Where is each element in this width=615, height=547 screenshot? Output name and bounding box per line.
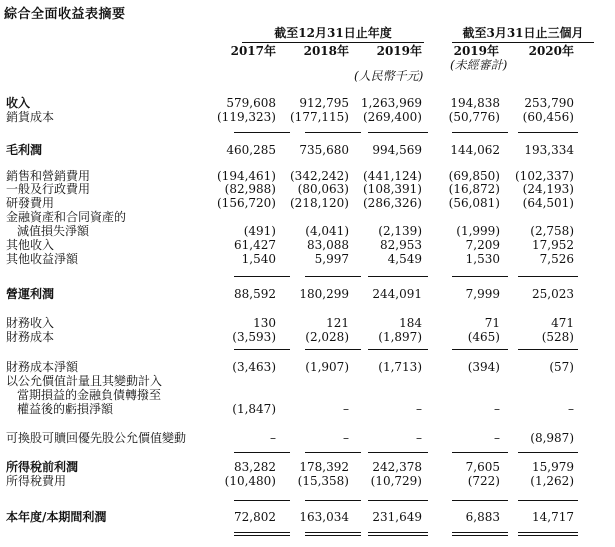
table-cell: 1,263,969 xyxy=(360,96,422,110)
table-cell: (3,463) xyxy=(232,360,276,374)
table-cell: – xyxy=(494,431,500,445)
subtotal-underline xyxy=(518,276,578,277)
table-cell: 15,979 xyxy=(532,460,574,474)
table-cell: 72,802 xyxy=(234,510,276,524)
currency-unit: (人民幣千元) xyxy=(354,69,424,83)
table-cell: 4,549 xyxy=(387,252,422,266)
header-three-months: 截至3月31日止三個月 xyxy=(452,24,594,43)
table-cell: 194,838 xyxy=(450,96,500,110)
subtotal-underline xyxy=(305,349,361,350)
subtotal-underline xyxy=(368,276,428,277)
table-cell: (15,358) xyxy=(297,474,349,488)
table-cell: 471 xyxy=(551,316,574,330)
subtotal-underline xyxy=(234,349,290,350)
subtotal-underline xyxy=(368,500,428,501)
table-cell: 7,999 xyxy=(465,287,500,301)
row-label: 所得稅前利潤 xyxy=(6,460,79,474)
table-cell: 25,023 xyxy=(532,287,574,301)
table-cell: 82,953 xyxy=(380,238,422,252)
subtotal-underline xyxy=(452,276,508,277)
table-cell: (16,872) xyxy=(448,182,500,196)
table-cell: 193,334 xyxy=(524,143,574,157)
col-year-2019: 2019年 xyxy=(376,44,422,58)
row-label: 金融資產和合同資產的 xyxy=(6,210,127,224)
subtotal-underline xyxy=(518,500,578,501)
table-cell: (491) xyxy=(243,224,276,238)
table-cell: (465) xyxy=(467,330,500,344)
page-title: 綜合全面收益表摘要 xyxy=(4,7,126,22)
table-cell: – xyxy=(416,402,422,416)
subtotal-underline xyxy=(234,500,290,501)
table-cell: (56,081) xyxy=(448,196,500,210)
table-cell: 244,091 xyxy=(372,287,422,301)
table-cell: (342,242) xyxy=(290,169,349,183)
row-label: 本年度/本期間利潤 xyxy=(6,510,107,524)
subtotal-underline xyxy=(234,452,290,453)
table-cell: (60,456) xyxy=(522,110,574,124)
header-year-ended: 截至12月31日止年度 xyxy=(242,24,424,43)
table-cell: (528) xyxy=(541,330,574,344)
row-label: 財務成本淨額 xyxy=(6,360,79,374)
total-double-underline xyxy=(234,532,290,536)
subtotal-underline xyxy=(234,132,290,133)
row-label: 收入 xyxy=(6,96,31,110)
table-cell: 121 xyxy=(326,316,349,330)
row-label: 營運利潤 xyxy=(6,287,55,301)
row-label: 減值損失淨額 xyxy=(17,224,90,238)
col-year-2020-q1: 2020年 xyxy=(528,44,574,58)
table-cell: (119,323) xyxy=(217,110,276,124)
table-cell: (1,999) xyxy=(456,224,500,238)
table-cell: 1,530 xyxy=(465,252,500,266)
row-label: 一般及行政費用 xyxy=(6,182,91,196)
total-double-underline xyxy=(518,532,578,536)
subtotal-underline xyxy=(518,452,578,453)
table-cell: (1,897) xyxy=(378,330,422,344)
subtotal-underline xyxy=(518,132,578,133)
table-cell: 912,795 xyxy=(299,96,349,110)
table-cell: (10,480) xyxy=(224,474,276,488)
row-label: 毛利潤 xyxy=(6,143,43,157)
table-cell: (1,847) xyxy=(232,402,276,416)
table-cell: 14,717 xyxy=(532,510,574,524)
table-cell: 7,605 xyxy=(465,460,500,474)
table-cell: 180,299 xyxy=(299,287,349,301)
total-double-underline xyxy=(305,532,361,536)
table-cell: (441,124) xyxy=(363,169,422,183)
table-cell: – xyxy=(494,402,500,416)
table-cell: (108,391) xyxy=(363,182,422,196)
subtotal-underline xyxy=(305,500,361,501)
table-cell: (2,758) xyxy=(530,224,574,238)
table-cell: (394) xyxy=(467,360,500,374)
subtotal-underline xyxy=(368,349,428,350)
table-cell: (218,120) xyxy=(290,196,349,210)
subtotal-underline xyxy=(452,452,508,453)
table-cell: 460,285 xyxy=(226,143,276,157)
table-cell: (4,041) xyxy=(305,224,349,238)
row-label: 其他收益淨額 xyxy=(6,252,79,266)
table-cell: 735,680 xyxy=(299,143,349,157)
row-label: 所得稅費用 xyxy=(6,474,67,488)
col-year-2018: 2018年 xyxy=(303,44,349,58)
subtotal-underline xyxy=(234,276,290,277)
row-label: 以公允價值計量且其變動計入 xyxy=(6,374,163,388)
unaudited-note: (未經審計) xyxy=(450,58,508,72)
table-cell: (64,501) xyxy=(522,196,574,210)
col-year-2019-q1: 2019年 xyxy=(453,44,499,58)
table-cell: (50,776) xyxy=(448,110,500,124)
table-cell: (24,193) xyxy=(522,182,574,196)
subtotal-underline xyxy=(452,349,508,350)
total-double-underline xyxy=(452,532,508,536)
row-label: 銷貨成本 xyxy=(6,110,55,124)
table-cell: (2,139) xyxy=(378,224,422,238)
table-cell: 17,952 xyxy=(532,238,574,252)
table-cell: 7,526 xyxy=(539,252,574,266)
subtotal-underline xyxy=(452,132,508,133)
total-double-underline xyxy=(368,532,428,536)
table-cell: 7,209 xyxy=(465,238,500,252)
table-cell: (102,337) xyxy=(515,169,574,183)
table-cell: – xyxy=(270,431,276,445)
row-label: 銷售和營銷費用 xyxy=(6,169,91,183)
table-cell: 163,034 xyxy=(299,510,349,524)
table-cell: 579,608 xyxy=(226,96,276,110)
table-cell: (286,326) xyxy=(363,196,422,210)
table-cell: 184 xyxy=(399,316,422,330)
table-cell: 71 xyxy=(484,316,500,330)
table-cell: 130 xyxy=(253,316,276,330)
table-cell: (2,028) xyxy=(305,330,349,344)
table-cell: 994,569 xyxy=(372,143,422,157)
table-cell: 178,392 xyxy=(299,460,349,474)
table-cell: – xyxy=(343,402,349,416)
table-cell: – xyxy=(568,402,574,416)
row-label: 可換股可贖回優先股公允價值變動 xyxy=(6,431,187,445)
table-cell: 242,378 xyxy=(372,460,422,474)
table-cell: 1,540 xyxy=(241,252,276,266)
table-cell: (1,907) xyxy=(305,360,349,374)
row-label: 當期損益的金融負債轉撥至 xyxy=(17,388,162,402)
table-cell: (8,987) xyxy=(530,431,574,445)
table-cell: (269,400) xyxy=(363,110,422,124)
table-cell: (194,461) xyxy=(217,169,276,183)
row-label: 權益後的虧損淨額 xyxy=(17,402,114,416)
table-cell: (10,729) xyxy=(370,474,422,488)
table-cell: (3,593) xyxy=(232,330,276,344)
subtotal-underline xyxy=(368,132,428,133)
table-cell: 83,088 xyxy=(307,238,349,252)
row-label: 研發費用 xyxy=(6,196,55,210)
table-cell: (1,713) xyxy=(378,360,422,374)
table-cell: (69,850) xyxy=(448,169,500,183)
table-cell: 5,997 xyxy=(314,252,349,266)
subtotal-underline xyxy=(368,452,428,453)
subtotal-underline xyxy=(305,276,361,277)
table-cell: (57) xyxy=(549,360,574,374)
subtotal-underline xyxy=(305,452,361,453)
table-cell: (156,720) xyxy=(217,196,276,210)
table-cell: 61,427 xyxy=(234,238,276,252)
table-cell: 231,649 xyxy=(372,510,422,524)
table-cell: – xyxy=(343,431,349,445)
table-cell: – xyxy=(416,431,422,445)
table-cell: (82,988) xyxy=(224,182,276,196)
col-year-2017: 2017年 xyxy=(230,44,276,58)
table-cell: (177,115) xyxy=(290,110,349,124)
row-label: 其他收入 xyxy=(6,238,55,252)
table-cell: (722) xyxy=(467,474,500,488)
row-label: 財務成本 xyxy=(6,330,55,344)
table-cell: 6,883 xyxy=(465,510,500,524)
subtotal-underline xyxy=(518,349,578,350)
table-cell: 83,282 xyxy=(234,460,276,474)
subtotal-underline xyxy=(452,500,508,501)
subtotal-underline xyxy=(305,132,361,133)
table-cell: 253,790 xyxy=(524,96,574,110)
table-cell: 88,592 xyxy=(234,287,276,301)
table-cell: (80,063) xyxy=(297,182,349,196)
table-cell: (1,262) xyxy=(530,474,574,488)
row-label: 財務收入 xyxy=(6,316,55,330)
table-cell: 144,062 xyxy=(450,143,500,157)
